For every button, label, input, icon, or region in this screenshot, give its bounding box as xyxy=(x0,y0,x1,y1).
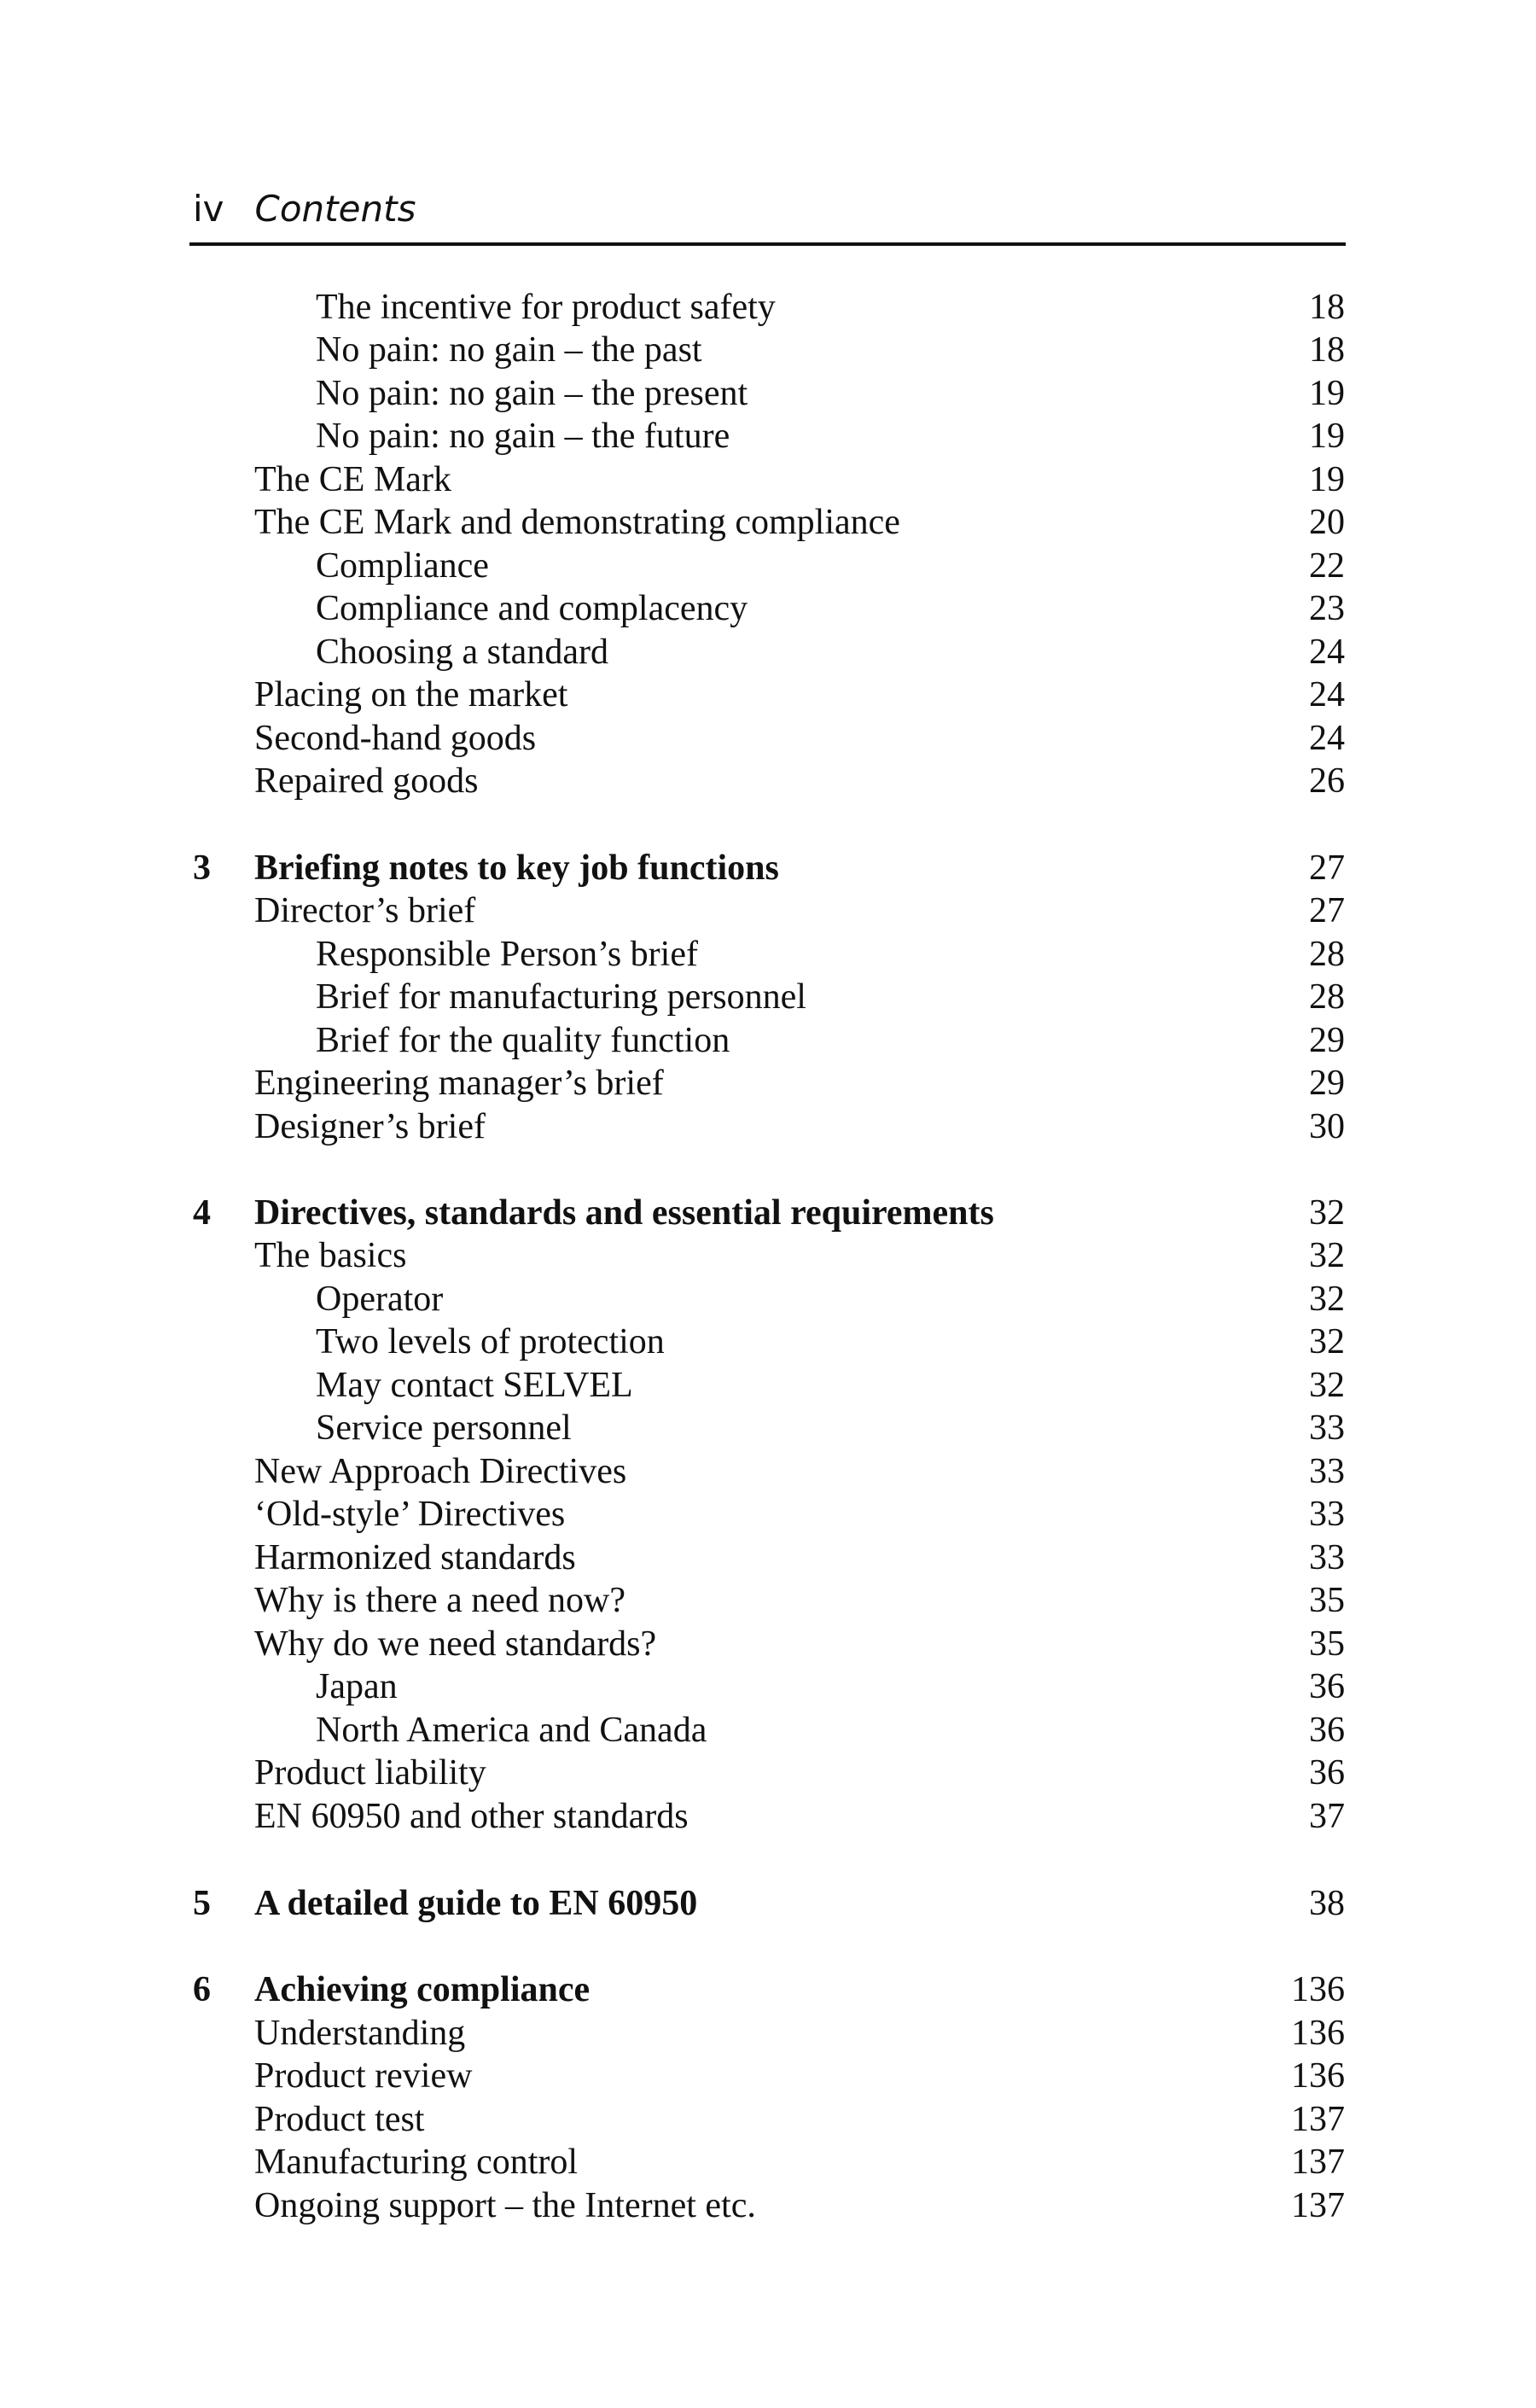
chapter-page: 32 xyxy=(1309,1193,1345,1233)
toc-entry-title: Understanding xyxy=(254,2014,466,2053)
toc-entry-page: 19 xyxy=(1309,417,1345,456)
toc-entry xyxy=(0,673,1536,716)
toc-entry-title: Responsible Person’s brief xyxy=(316,935,698,974)
toc-entry xyxy=(0,1665,1536,1708)
toc-entry xyxy=(0,631,1536,673)
toc-entry-page: 137 xyxy=(1291,2100,1345,2139)
toc-entry-title: Repaired goods xyxy=(254,761,479,801)
toc-entry-page: 29 xyxy=(1309,1021,1345,1060)
toc-entry-title: Engineering manager’s brief xyxy=(254,1064,664,1103)
toc-entry-title: Service personnel xyxy=(316,1408,572,1448)
toc-entry-title: The CE Mark xyxy=(254,460,451,499)
toc-entry-title: Second-hand goods xyxy=(254,719,537,758)
section-title: Contents xyxy=(254,188,416,230)
toc-entry-page: 29 xyxy=(1309,1064,1345,1103)
toc-entry-title: Japan xyxy=(316,1667,398,1706)
toc-entry xyxy=(0,1536,1536,1579)
toc-entry-page: 137 xyxy=(1291,2186,1345,2225)
toc-entry-title: Compliance and complacency xyxy=(316,589,748,628)
chapter-page: 27 xyxy=(1309,848,1345,888)
toc-entry-page: 137 xyxy=(1291,2143,1345,2182)
toc-entry-page: 24 xyxy=(1309,675,1345,714)
chapter-page: 136 xyxy=(1291,1970,1345,2009)
toc-entry xyxy=(0,2184,1536,2227)
toc-entry-page: 19 xyxy=(1309,374,1345,413)
toc-entry-title: ‘Old-style’ Directives xyxy=(254,1495,566,1534)
toc-entry-page: 30 xyxy=(1309,1107,1345,1146)
toc-entry xyxy=(0,2141,1536,2184)
toc-entry-title: Ongoing support – the Internet etc. xyxy=(254,2186,756,2225)
toc-entry xyxy=(0,1321,1536,1363)
page-number: iv xyxy=(193,188,224,230)
toc-entry xyxy=(0,1493,1536,1536)
toc-entry xyxy=(0,1709,1536,1752)
toc-entry-page: 32 xyxy=(1309,1280,1345,1319)
toc-entry-title: EN 60950 and other standards xyxy=(254,1797,689,1836)
toc-entry-page: 26 xyxy=(1309,761,1345,801)
chapter-title: A detailed guide to EN 60950 xyxy=(254,1884,698,1923)
toc-entry-page: 36 xyxy=(1309,1753,1345,1793)
toc-entry-page: 19 xyxy=(1309,460,1345,499)
toc-entry-title: Compliance xyxy=(316,546,489,586)
chapter-page: 38 xyxy=(1309,1884,1345,1923)
toc-entry xyxy=(0,1752,1536,1794)
chapter-heading xyxy=(0,1882,1536,1925)
toc-entry-page: 24 xyxy=(1309,633,1345,672)
toc-entry-title: North America and Canada xyxy=(316,1711,707,1750)
toc-entry-title: Why is there a need now? xyxy=(254,1581,625,1620)
chapter-heading xyxy=(0,847,1536,889)
toc-entry xyxy=(0,760,1536,802)
toc-entry-page: 37 xyxy=(1309,1797,1345,1836)
toc-entry xyxy=(0,1579,1536,1622)
toc-entry-title: Operator xyxy=(316,1280,444,1319)
toc-entry-title: Brief for manufacturing personnel xyxy=(316,977,806,1017)
toc-entry-page: 20 xyxy=(1309,503,1345,542)
toc-entry xyxy=(0,933,1536,976)
toc-entry-page: 36 xyxy=(1309,1711,1345,1750)
chapter-number: 3 xyxy=(193,848,211,888)
toc-entry-page: 18 xyxy=(1309,288,1345,327)
toc-entry-page: 28 xyxy=(1309,935,1345,974)
toc-entry-title: Product test xyxy=(254,2100,425,2139)
toc-entry xyxy=(0,415,1536,458)
toc-entry xyxy=(0,717,1536,760)
toc-entry-page: 33 xyxy=(1309,1538,1345,1577)
toc-entry-page: 35 xyxy=(1309,1624,1345,1664)
toc-entry xyxy=(0,1062,1536,1105)
toc-entry-title: Why do we need standards? xyxy=(254,1624,657,1664)
toc-entry xyxy=(0,545,1536,587)
toc-entry xyxy=(0,889,1536,932)
toc-entry xyxy=(0,1623,1536,1665)
chapter-title: Directives, standards and essential requirements xyxy=(254,1193,994,1233)
chapter-heading xyxy=(0,1192,1536,1234)
toc-entry-page: 36 xyxy=(1309,1667,1345,1706)
toc-entry xyxy=(0,2055,1536,2097)
toc-entry xyxy=(0,1795,1536,1838)
chapter-title: Briefing notes to key job functions xyxy=(254,848,779,888)
toc-entry-page: 24 xyxy=(1309,719,1345,758)
chapter-number: 6 xyxy=(193,1970,211,2009)
toc-entry-page: 28 xyxy=(1309,977,1345,1017)
toc-entry xyxy=(0,286,1536,329)
toc-entry-page: 32 xyxy=(1309,1322,1345,1361)
toc-entry-page: 136 xyxy=(1291,2014,1345,2053)
toc-entry xyxy=(0,1407,1536,1449)
toc-entry-title: Harmonized standards xyxy=(254,1538,576,1577)
toc-entry-page: 18 xyxy=(1309,330,1345,370)
toc-entry-page: 35 xyxy=(1309,1581,1345,1620)
toc-entry-title: Designer’s brief xyxy=(254,1107,486,1146)
toc-entry-title: Choosing a standard xyxy=(316,633,608,672)
toc-entry-page: 33 xyxy=(1309,1408,1345,1448)
toc-entry-title: The basics xyxy=(254,1236,407,1275)
toc-entry-page: 27 xyxy=(1309,891,1345,930)
toc-entry-title: No pain: no gain – the past xyxy=(316,330,702,370)
toc-entry xyxy=(0,976,1536,1018)
toc-entry xyxy=(0,2098,1536,2141)
toc-entry-title: May contact SELVEL xyxy=(316,1366,633,1405)
toc-entry xyxy=(0,458,1536,501)
toc-entry-title: Product liability xyxy=(254,1753,486,1793)
chapter-heading xyxy=(0,1968,1536,2011)
toc-entry-page: 136 xyxy=(1291,2056,1345,2096)
toc-entry-title: The CE Mark and demonstrating compliance xyxy=(254,503,900,542)
toc-entry xyxy=(0,587,1536,630)
toc-entry xyxy=(0,372,1536,415)
toc-entry xyxy=(0,1278,1536,1321)
toc-entry xyxy=(0,1019,1536,1062)
toc-entry-page: 32 xyxy=(1309,1366,1345,1405)
toc-entry-title: No pain: no gain – the present xyxy=(316,374,748,413)
toc-entry-title: Director’s brief xyxy=(254,891,476,930)
toc-entry-title: Brief for the quality function xyxy=(316,1021,730,1060)
toc-entry-title: Two levels of protection xyxy=(316,1322,665,1361)
toc-entry-title: No pain: no gain – the future xyxy=(316,417,730,456)
toc-entry-page: 33 xyxy=(1309,1452,1345,1491)
toc-entry-page: 23 xyxy=(1309,589,1345,628)
toc-entry xyxy=(0,501,1536,544)
toc-entry xyxy=(0,1450,1536,1493)
toc-entry-page: 33 xyxy=(1309,1495,1345,1534)
toc-entry-title: Placing on the market xyxy=(254,675,568,714)
toc-entry-title: Manufacturing control xyxy=(254,2143,579,2182)
toc-entry xyxy=(0,1364,1536,1407)
chapter-title: Achieving compliance xyxy=(254,1970,591,2009)
toc-entry-title: Product review xyxy=(254,2056,473,2096)
toc-entry-page: 22 xyxy=(1309,546,1345,586)
toc-entry-page: 32 xyxy=(1309,1236,1345,1275)
toc-entry xyxy=(0,1105,1536,1148)
chapter-number: 5 xyxy=(193,1884,211,1923)
toc-entry-title: New Approach Directives xyxy=(254,1452,627,1491)
toc-entry xyxy=(0,2012,1536,2055)
chapter-number: 4 xyxy=(193,1193,211,1233)
toc-entry xyxy=(0,1234,1536,1277)
toc-entry xyxy=(0,329,1536,371)
toc-entry-title: The incentive for product safety xyxy=(316,288,776,327)
